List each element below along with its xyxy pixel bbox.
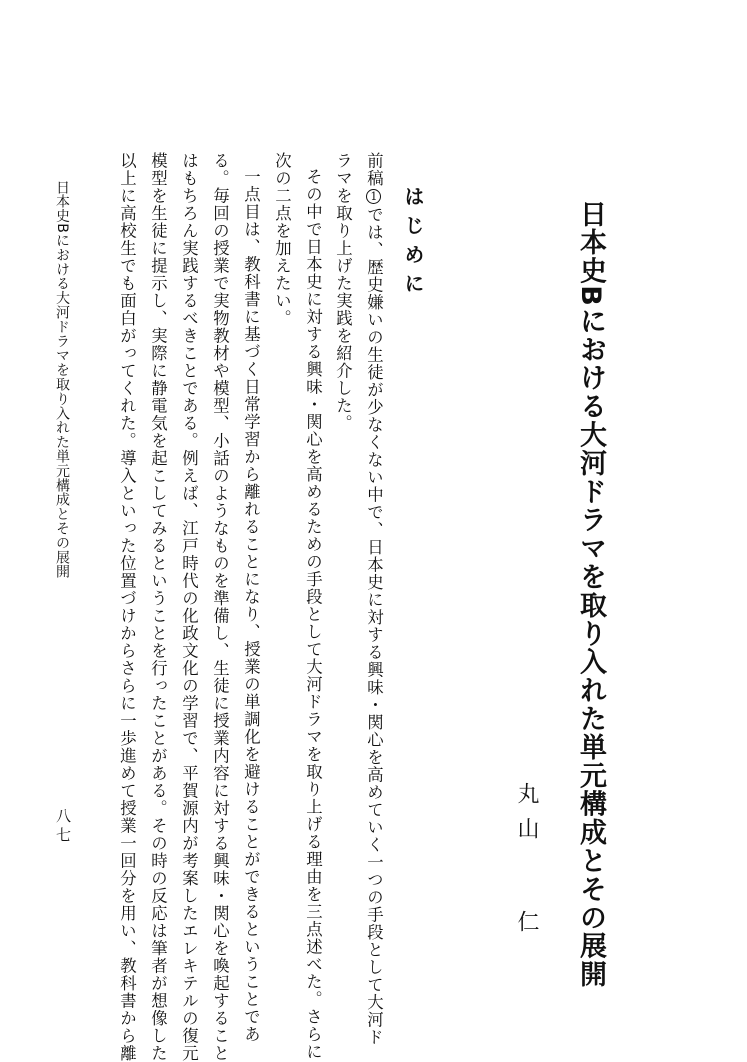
body-line-1-start: 前稿 xyxy=(364,152,384,187)
body-line-7: はもちろん実践するべきことである。例えば、江戸時代の化政文化の学習で、平賀源内が考案したエレキテルの復元 xyxy=(179,152,199,1062)
body-line-8: 模型を生徒に提示し、実際に静電気を起こしてみるということを行ったことがある。その時の反応は筆者が想像した xyxy=(148,152,168,1062)
running-title: 日本史Bにおける大河ドラマを取り入れた単元構成とその展開 xyxy=(54,180,70,579)
body-line-4: 次の二点を加えたい。 xyxy=(272,152,292,327)
body-line-3: その中で日本史に対する興味・関心を高めるための手段として大河ドラマを取り上げる理由を三点述べた。さらに xyxy=(303,168,323,1061)
body-line-6: る。毎回の授業で実物教材や模型、小話のようなものを準備し、生徒に授業内容に対する興味・関心を喚起すること xyxy=(210,152,230,1062)
footnote-marker: 1 xyxy=(366,189,381,204)
body-line-5: 一点目は、教科書に基づく日常学習から離れることになり、授業の単調化を避けることができるということであ xyxy=(241,168,261,1043)
body-line-1 xyxy=(364,152,384,1046)
author-given-name: 仁 xyxy=(514,910,539,932)
body-line-9: 以上に高校生でも面白がってくれた。導入といった位置づけからさらに一歩進めて授業一回分を用い、教科書から離 xyxy=(117,152,137,1062)
body-line-2: ラマを取り上げた実践を紹介した。 xyxy=(333,152,353,432)
section-heading: はじめに xyxy=(401,186,425,302)
paper-title: 日本史Bにおける大河ドラマを取り入れた単元構成とその展開 xyxy=(575,200,606,989)
page-number: 八七 xyxy=(54,808,72,846)
body-line-1-rest: では、歴史嫌いの生徒が少なくない中で、日本史に対する興味・関心を高めていく一つの手段として大河ド xyxy=(364,206,384,1046)
author-family-name: 丸山 xyxy=(514,782,539,852)
